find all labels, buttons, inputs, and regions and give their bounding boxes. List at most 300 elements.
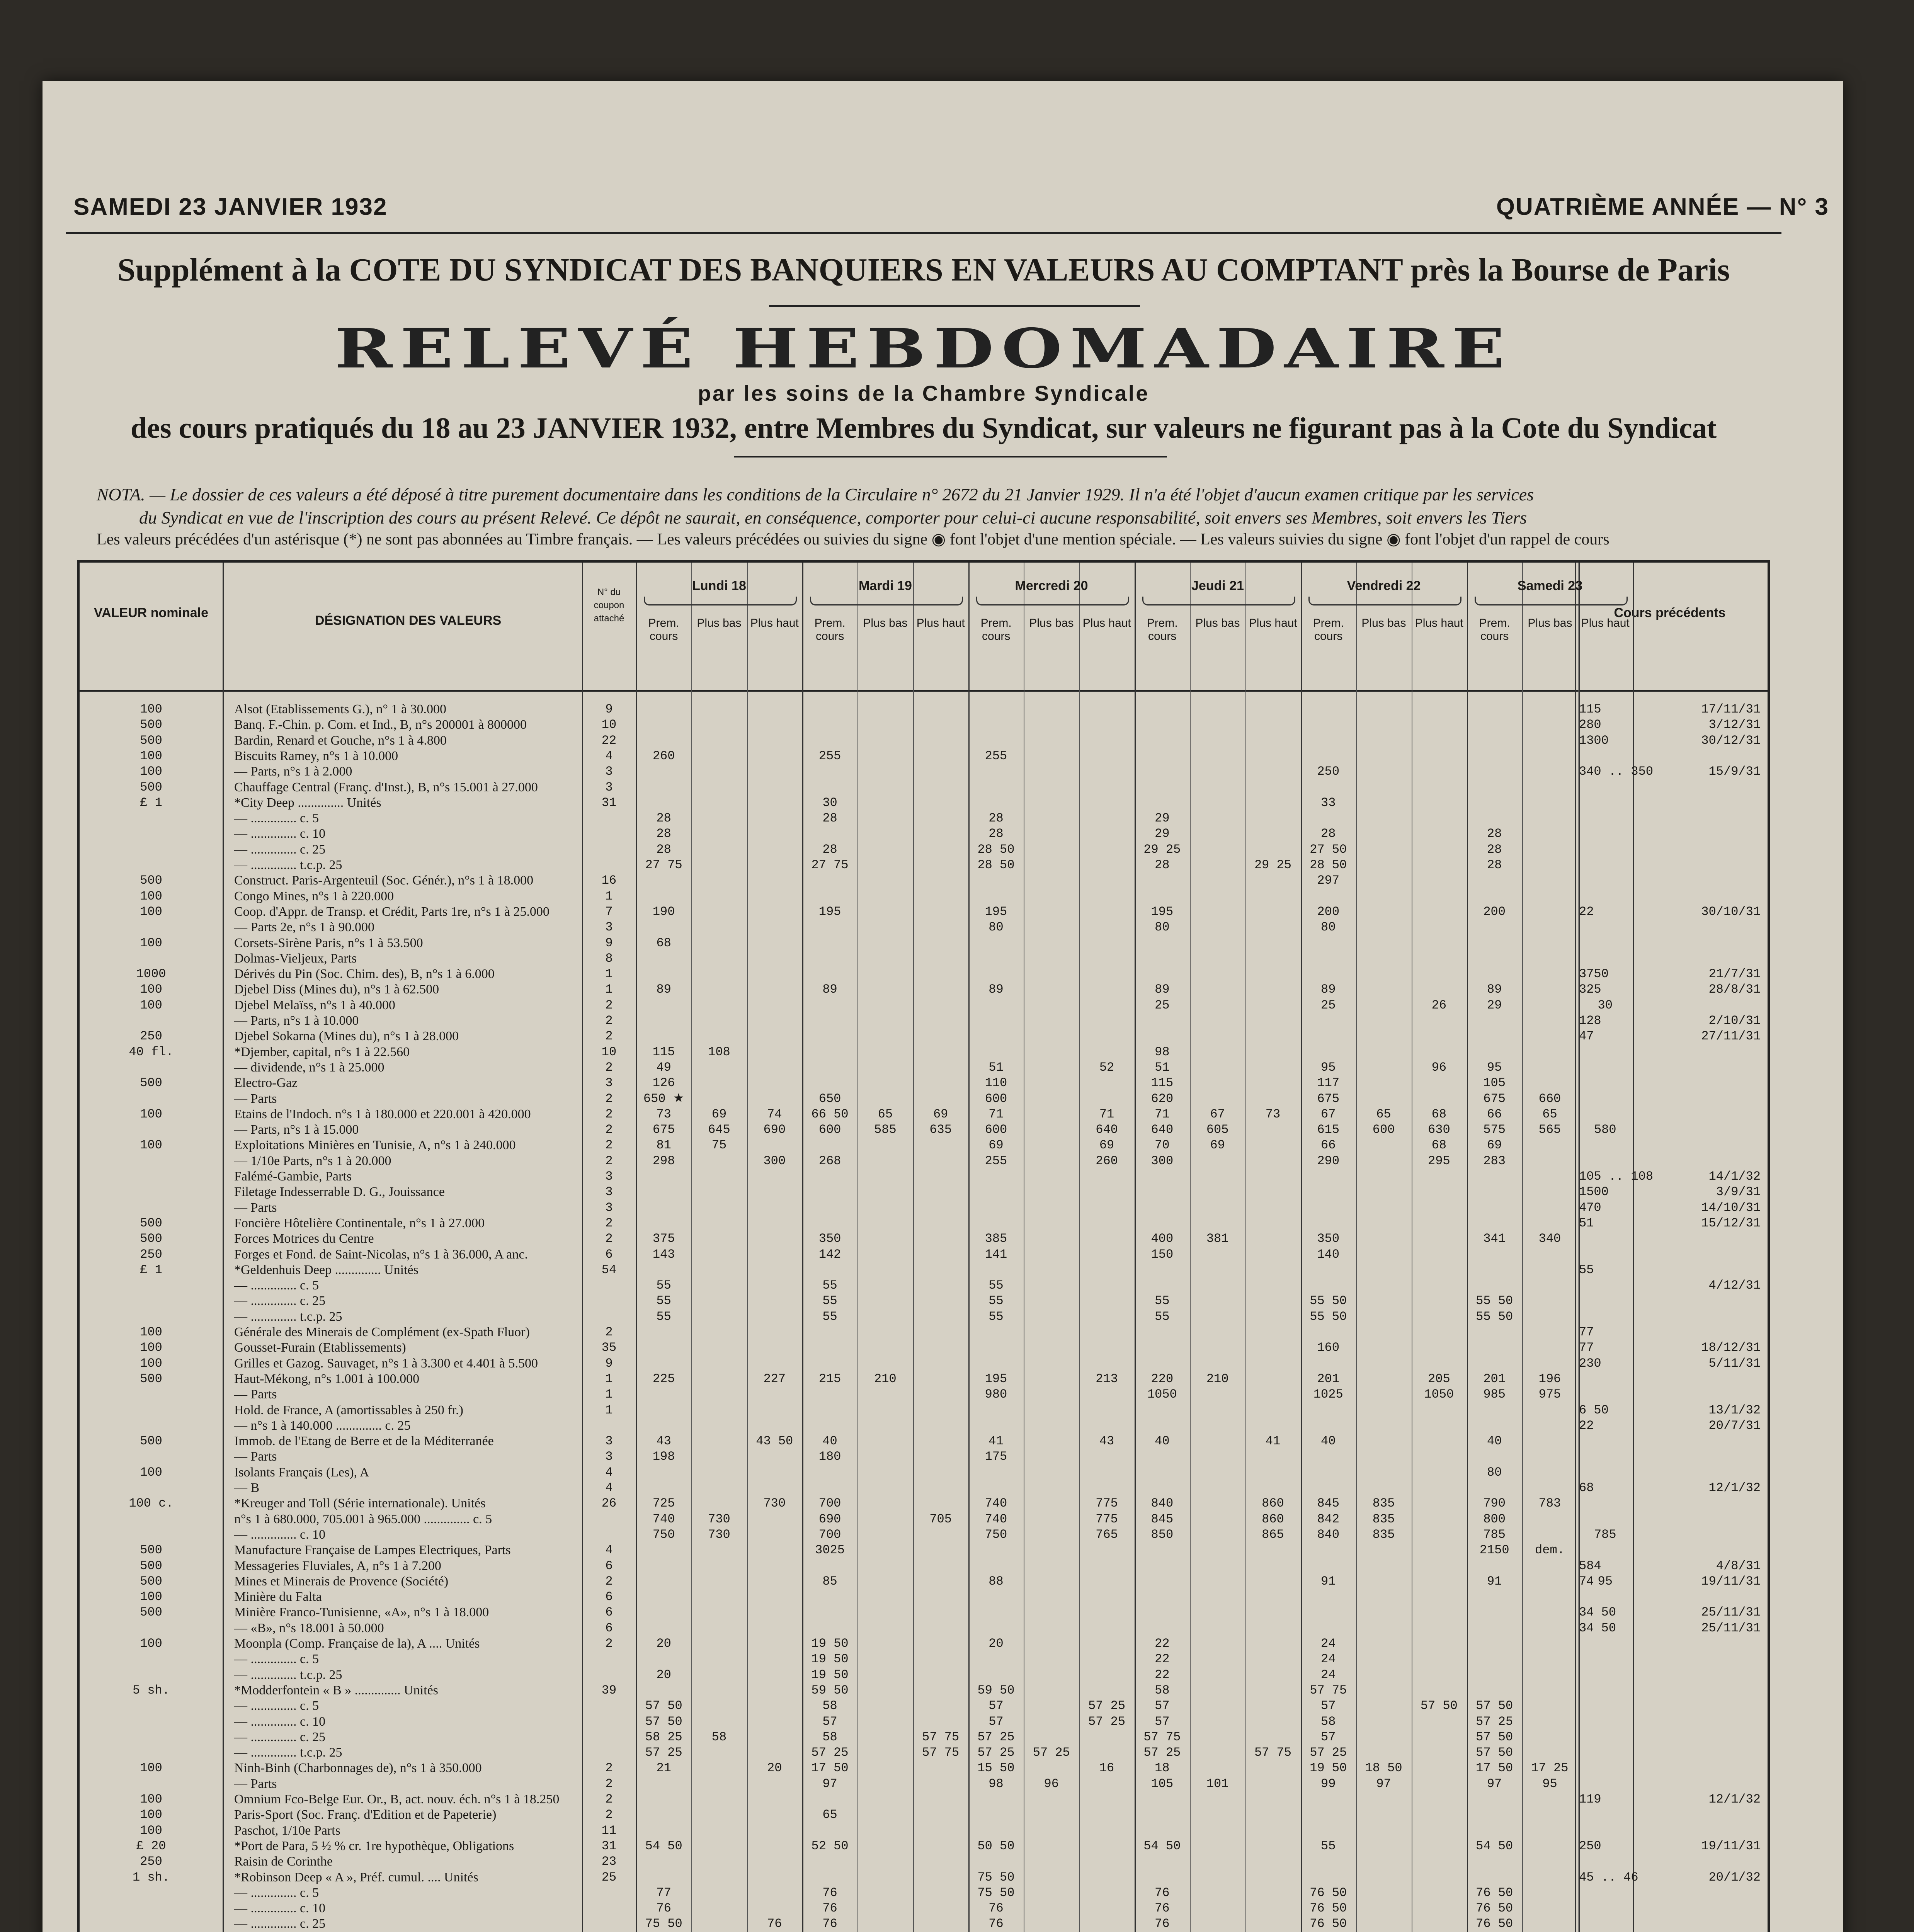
price-cell: 55 50: [1476, 1294, 1513, 1308]
price-cell: 141: [985, 1247, 1007, 1262]
table-row: [80, 764, 1768, 779]
price-cell: 195: [1151, 904, 1174, 919]
table-row: [80, 1262, 1768, 1278]
price-cell: 50 50: [977, 1838, 1015, 1853]
legend-text: Les valeurs précédées d'un astérisque (*) ne sont pas abonnées au Timbre français. — Les valeurs précédées ou suivies du signe ◉ font l'objet d'une mention spéciale. — Les valeurs suivies du signe ◉ font l'objet d'un rappel de cours: [97, 531, 1609, 548]
nominal-value: 5 sh.: [132, 1683, 170, 1697]
security-name: Omnium Fco-Belge Eur. Or., B, act. nouv. éch. n°s 1 à 18.250: [234, 1792, 560, 1806]
coupon-number: 2: [605, 1636, 613, 1651]
table-row: [80, 1558, 1768, 1574]
coupon-number: 2: [605, 1153, 613, 1168]
previous-price: 250: [1579, 1838, 1601, 1853]
coupon-number: 9: [605, 935, 613, 950]
nominal-value: 1 sh.: [132, 1870, 170, 1884]
table-row: [80, 998, 1768, 1013]
price-cell: 57: [988, 1714, 1004, 1729]
coupon-number: 2: [605, 1776, 613, 1791]
price-cell: 785: [1483, 1527, 1506, 1542]
subtitle-chamber: par les soins de la Chambre Syndicale: [698, 381, 1150, 405]
security-name: — .............. c. 5: [234, 1652, 319, 1667]
price-cell: 76: [1155, 1885, 1170, 1900]
day-brace: [1308, 597, 1461, 605]
table-row: [80, 1387, 1768, 1402]
price-cell: 77: [656, 1885, 671, 1900]
previous-date: 2/10/31: [1708, 1014, 1761, 1028]
price-cell: 605: [1206, 1122, 1229, 1137]
price-cell: 630: [1428, 1122, 1450, 1137]
price-cell: 57 25: [811, 1745, 849, 1760]
price-cell: 76 50: [1476, 1917, 1513, 1931]
price-cell: 1050: [1147, 1387, 1177, 1402]
price-cell: 57 50: [1476, 1730, 1513, 1744]
price-cell: 41: [988, 1434, 1004, 1449]
coupon-number: 1: [605, 967, 613, 981]
previous-date: 12/1/32: [1708, 1481, 1761, 1495]
table-row: [80, 1356, 1768, 1371]
price-cell: 22: [1155, 1667, 1170, 1682]
previous-date: 20/7/31: [1708, 1418, 1761, 1433]
table-row: [80, 1683, 1768, 1698]
price-cell: 340: [1538, 1231, 1561, 1246]
price-cell: 57 50: [645, 1699, 682, 1713]
price-cell: 580: [1594, 1122, 1616, 1137]
security-name: Djebel Sokarna (Mines du), n°s 1 à 28.000: [234, 1029, 459, 1044]
price-cell: 180: [818, 1449, 841, 1464]
price-cell: 49: [656, 1060, 671, 1075]
price-cell: 28 50: [977, 842, 1015, 857]
coupon-number: 6: [605, 1605, 613, 1620]
previous-date: 21/7/31: [1708, 967, 1761, 981]
security-name: Dolmas-Vieljeux, Parts: [234, 951, 357, 966]
price-cell: 75 50: [977, 1870, 1015, 1884]
price-cell: 775: [1096, 1496, 1118, 1511]
price-cell: 89: [1487, 982, 1502, 997]
price-cell: 98: [1155, 1044, 1170, 1059]
price-cell: 196: [1538, 1371, 1561, 1386]
price-cell: 28: [822, 811, 837, 826]
security-name: Minière du Falta: [234, 1590, 322, 1604]
price-cell: 88: [988, 1574, 1004, 1588]
price-cell: 28: [988, 811, 1004, 826]
price-cell: 101: [1206, 1776, 1229, 1791]
price-cell: 19 50: [1310, 1761, 1347, 1776]
nominal-value: 500: [140, 1543, 162, 1558]
price-cell: 69: [1099, 1138, 1114, 1153]
price-cell: 75 50: [977, 1885, 1015, 1900]
price-cell: 65: [1376, 1107, 1391, 1121]
previous-price: 22: [1579, 1418, 1594, 1433]
price-cell: 140: [1317, 1247, 1340, 1262]
security-name: Grilles et Gazog. Sauvaget, n°s 1 à 3.300 et 4.401 à 5.500: [234, 1356, 538, 1371]
price-cell: 54 50: [645, 1838, 682, 1853]
previous-price: 105 .. 108: [1579, 1169, 1654, 1184]
security-name: — .............. t.c.p. 25: [234, 1309, 342, 1324]
security-name: — .............. c. 5: [234, 1699, 319, 1713]
price-cell: 57 75: [1310, 1683, 1347, 1697]
previous-price: 68: [1579, 1481, 1594, 1495]
security-name: Immob. de l'Etang de Berre et de la Méditerranée: [234, 1434, 494, 1449]
table-row: [80, 1745, 1768, 1760]
security-name: Paschot, 1/10e Parts: [234, 1823, 340, 1838]
sub-header: Plus bas: [697, 617, 742, 629]
col-valeur-header: VALEUR nominale: [94, 605, 208, 620]
price-cell: 17 25: [1531, 1761, 1569, 1776]
price-cell: 57 25: [977, 1730, 1015, 1744]
table-row: [80, 1512, 1768, 1527]
coupon-number: 2: [605, 1029, 613, 1044]
price-cell: 200: [1317, 904, 1340, 919]
price-cell: 620: [1151, 1091, 1174, 1106]
price-cell: 97: [1376, 1776, 1391, 1791]
security-name: — Parts: [234, 1387, 277, 1402]
price-cell: 255: [985, 1153, 1007, 1168]
security-name: Haut-Mékong, n°s 1.001 à 100.000: [234, 1371, 420, 1386]
table-row: [80, 1325, 1768, 1340]
table-row: [80, 1574, 1768, 1589]
security-name: Falémé-Gambie, Parts: [234, 1169, 352, 1184]
price-cell: 89: [656, 982, 671, 997]
price-cell: 255: [985, 748, 1007, 763]
price-cell: 200: [1483, 904, 1506, 919]
price-cell: 80: [988, 920, 1004, 935]
price-cell: 600: [985, 1122, 1007, 1137]
coupon-number: 35: [601, 1340, 617, 1355]
col-coupon-header: N° du coupon attaché: [594, 587, 624, 624]
coupon-number: 25: [601, 1870, 617, 1884]
price-cell: 765: [1096, 1527, 1118, 1542]
price-cell: 27 50: [1310, 842, 1347, 857]
nominal-value: 250: [140, 1029, 162, 1044]
price-cell: 865: [1262, 1527, 1284, 1542]
price-cell: 40: [1321, 1434, 1336, 1449]
price-cell: 57 25: [1143, 1745, 1181, 1760]
coupon-number: 1: [605, 982, 613, 997]
table-row: [80, 1807, 1768, 1823]
price-cell: 28: [656, 842, 671, 857]
price-cell: 28: [1155, 858, 1170, 872]
previous-date: 19/11/31: [1701, 1574, 1761, 1588]
price-cell: 28 50: [1310, 858, 1347, 872]
price-cell: 201: [1317, 1371, 1340, 1386]
price-cell: 29: [1155, 811, 1170, 826]
day-brace: [976, 597, 1129, 605]
table-row: [80, 1621, 1768, 1636]
price-cell: 740: [985, 1496, 1007, 1511]
price-cell: 20: [767, 1761, 782, 1776]
sub-header: Plus haut: [1415, 617, 1463, 629]
security-name: Moonpla (Comp. Française de la), A .... Unités: [234, 1636, 480, 1651]
table-row: [80, 1013, 1768, 1029]
price-cell: 81: [656, 1138, 671, 1153]
price-cell: 15 50: [977, 1761, 1015, 1776]
previous-price: 6 50: [1579, 1403, 1609, 1417]
coupon-number: 10: [601, 718, 617, 732]
previous-date: 28/8/31: [1708, 982, 1761, 997]
nominal-value: 100: [140, 904, 162, 919]
price-cell: 40: [1155, 1434, 1170, 1449]
table-row: [80, 1029, 1768, 1044]
price-cell: 98: [988, 1776, 1004, 1791]
price-cell: 195: [985, 1371, 1007, 1386]
price-cell: 51: [988, 1060, 1004, 1075]
price-cell: 76: [656, 1901, 671, 1916]
price-cell: 400: [1151, 1231, 1174, 1246]
security-name: — .............. c. 25: [234, 1730, 326, 1744]
price-cell: 175: [985, 1449, 1007, 1464]
coupon-number: 26: [601, 1496, 617, 1511]
previous-date: 15/9/31: [1708, 764, 1761, 779]
price-cell: 190: [652, 904, 675, 919]
sub-header: Plus bas: [1361, 617, 1406, 629]
previous-price: 22: [1579, 904, 1594, 919]
coupon-number: 7: [605, 904, 613, 919]
price-cell: 25: [1155, 998, 1170, 1012]
price-cell: 195: [985, 904, 1007, 919]
price-cell: 800: [1483, 1512, 1506, 1526]
price-cell: 227: [763, 1371, 786, 1386]
price-cell: 69: [1210, 1138, 1225, 1153]
nominal-value: 500: [140, 1231, 162, 1246]
price-cell: 108: [708, 1044, 730, 1059]
price-cell: 730: [763, 1496, 786, 1511]
price-cell: 385: [985, 1231, 1007, 1246]
price-cell: 660: [1538, 1091, 1561, 1106]
price-cell: 110: [985, 1076, 1007, 1090]
price-cell: 65: [1542, 1107, 1557, 1121]
security-name: — .............. c. 10: [234, 827, 326, 841]
price-cell: 57 25: [1088, 1714, 1126, 1729]
table-row: [80, 1138, 1768, 1153]
previous-date: 15/12/31: [1701, 1216, 1761, 1230]
table-row: [80, 1885, 1768, 1901]
table-row: [80, 1838, 1768, 1854]
price-cell: 585: [874, 1122, 897, 1137]
security-name: — .............. t.c.p. 25: [234, 858, 342, 872]
previous-date: 14/10/31: [1701, 1200, 1761, 1215]
price-cell: 835: [1372, 1496, 1395, 1511]
security-name: Congo Mines, n°s 1 à 220.000: [234, 889, 394, 903]
nominal-value: 1000: [136, 967, 166, 981]
price-cell: 160: [1317, 1340, 1340, 1355]
coupon-number: 10: [601, 1044, 617, 1059]
table-row: [80, 1309, 1768, 1325]
table-row: [80, 1480, 1768, 1496]
nominal-value: 500: [140, 1574, 162, 1588]
price-cell: 73: [1265, 1107, 1281, 1121]
coupon-number: 2: [605, 1325, 613, 1339]
day-header: Lundi 18: [692, 578, 746, 593]
price-cell: 29 25: [1254, 858, 1291, 872]
price-cell: 89: [988, 982, 1004, 997]
price-cell: 835: [1372, 1512, 1395, 1526]
previous-date: 20/1/32: [1708, 1870, 1761, 1884]
price-cell: 201: [1483, 1371, 1506, 1386]
coupon-number: 3: [605, 1185, 613, 1199]
price-cell: 89: [822, 982, 837, 997]
previous-date: 14/1/32: [1708, 1169, 1761, 1184]
price-cell: 76: [988, 1917, 1004, 1931]
security-name: — Parts, n°s 1 à 15.000: [234, 1122, 359, 1137]
security-name: Biscuits Ramey, n°s 1 à 10.000: [234, 748, 398, 763]
price-cell: 66: [1321, 1138, 1336, 1153]
security-name: Mines et Minerais de Provence (Société): [234, 1574, 449, 1588]
price-cell: 76 50: [1476, 1885, 1513, 1900]
security-name: Forces Motrices du Centre: [234, 1231, 374, 1246]
price-cell: 75 50: [645, 1917, 682, 1931]
price-cell: 740: [652, 1512, 675, 1526]
price-cell: 600: [1372, 1122, 1395, 1137]
price-cell: 783: [1538, 1496, 1561, 1511]
table-row: [80, 1543, 1768, 1558]
price-cell: 213: [1096, 1371, 1118, 1386]
price-cell: 57: [1321, 1699, 1336, 1713]
day-brace: [1142, 597, 1295, 605]
price-cell: 28: [988, 827, 1004, 841]
table-row: [80, 1107, 1768, 1122]
table-row: [80, 702, 1768, 717]
sub-header: Prem. cours: [1479, 617, 1510, 643]
previous-date: 3/12/31: [1708, 718, 1761, 732]
security-name: Exploitations Minières en Tunisie, A, n°s 1 à 240.000: [234, 1138, 516, 1153]
price-cell: 57 75: [1254, 1745, 1291, 1760]
price-cell: 96: [1431, 1060, 1447, 1075]
previous-price: 115: [1579, 702, 1601, 716]
price-cell: 57 75: [922, 1745, 960, 1760]
price-cell: 300: [763, 1153, 786, 1168]
header-divider: [80, 690, 1768, 692]
price-cell: 775: [1096, 1512, 1118, 1526]
price-cell: 19 50: [811, 1636, 849, 1651]
previous-date: 13/1/32: [1708, 1403, 1761, 1417]
price-cell: 645: [708, 1122, 730, 1137]
previous-price: 45 .. 46: [1579, 1870, 1638, 1884]
price-cell: 17 50: [811, 1761, 849, 1776]
previous-date: 17/11/31: [1701, 702, 1761, 716]
price-cell: 705: [929, 1512, 952, 1526]
price-cell: 842: [1317, 1512, 1340, 1526]
day-header: Mardi 19: [859, 578, 912, 593]
price-cell: 76: [822, 1885, 837, 1900]
table-row: [80, 842, 1768, 857]
price-cell: 24: [1321, 1667, 1336, 1682]
price-cell: 126: [652, 1076, 675, 1090]
sub-header: Prem. cours: [648, 617, 679, 643]
nominal-value: 100: [140, 1138, 162, 1153]
previous-price: 119: [1579, 1792, 1601, 1806]
price-cell: 55: [1321, 1838, 1336, 1853]
table-row: [80, 889, 1768, 904]
previous-price: 47: [1579, 1029, 1594, 1044]
table-row: [80, 873, 1768, 888]
price-cell: 260: [652, 748, 675, 763]
security-name: — .............. t.c.p. 25: [234, 1667, 342, 1682]
previous-date: 4/8/31: [1716, 1558, 1761, 1573]
price-cell: 860: [1262, 1496, 1284, 1511]
previous-price: 340 .. 350: [1579, 764, 1654, 779]
price-cell: 57 50: [645, 1714, 682, 1729]
table-row: [80, 1496, 1768, 1511]
table-row: [80, 1060, 1768, 1075]
security-name: — Parts, n°s 1 à 10.000: [234, 1014, 359, 1028]
previous-price: 3750: [1579, 967, 1609, 981]
price-cell: 57: [1155, 1714, 1170, 1729]
coupon-number: 54: [601, 1262, 617, 1277]
price-cell: 17 50: [1476, 1761, 1513, 1776]
price-cell: 215: [818, 1371, 841, 1386]
price-cell: 65: [878, 1107, 893, 1121]
nominal-value: 100: [140, 1823, 162, 1838]
security-name: — Parts: [234, 1200, 277, 1215]
nota-line: NOTA. — Le dossier de ces valeurs a été déposé à titre purement documentaire dans les conditions de la Circulaire n° 2672 du 21 Janvier 1929. Il n'a été l'objet d'aucun examen critique par les services: [97, 485, 1534, 504]
price-cell: 43: [1099, 1434, 1114, 1449]
table-row: [80, 748, 1768, 764]
price-cell: 840: [1151, 1496, 1174, 1511]
table-row: [80, 1278, 1768, 1293]
price-cell: 55: [988, 1294, 1004, 1308]
price-cell: 80: [1487, 1465, 1502, 1480]
price-cell: 675: [1317, 1091, 1340, 1106]
coupon-number: 2: [605, 1216, 613, 1230]
price-cell: 71: [988, 1107, 1004, 1121]
security-name: Messageries Fluviales, A, n°s 1 à 7.200: [234, 1558, 441, 1573]
price-cell: 615: [1317, 1122, 1340, 1137]
price-cell: 66: [1487, 1107, 1502, 1121]
price-cell: 57 25: [1476, 1714, 1513, 1729]
nominal-value: 250: [140, 1247, 162, 1262]
price-cell: 260: [1096, 1153, 1118, 1168]
price-cell: 205: [1428, 1371, 1450, 1386]
table-row: [80, 1465, 1768, 1480]
price-cell: 68: [656, 935, 671, 950]
price-cell: 750: [652, 1527, 675, 1542]
price-cell: 68: [1431, 1138, 1447, 1153]
security-name: — .............. c. 25: [234, 1294, 326, 1308]
nominal-value: 100: [140, 1761, 162, 1776]
price-cell: 21: [656, 1761, 671, 1776]
price-cell: 55: [656, 1309, 671, 1324]
nominal-value: 100: [140, 1465, 162, 1480]
price-cell: 99: [1321, 1776, 1336, 1791]
table-row: [80, 904, 1768, 920]
coupon-number: 6: [605, 1621, 613, 1635]
day-header: Samedi 23: [1517, 578, 1583, 593]
table-row: [80, 826, 1768, 842]
coupon-number: 2: [605, 1014, 613, 1028]
security-name: *Modderfontein « B » .............. Unités: [234, 1683, 438, 1697]
price-cell: 55 50: [1476, 1309, 1513, 1324]
nominal-value: 100: [140, 1792, 162, 1806]
price-cell: 115: [652, 1044, 675, 1059]
price-cell: 69: [988, 1138, 1004, 1153]
price-cell: 55: [1155, 1309, 1170, 1324]
price-cell: 55 50: [1310, 1294, 1347, 1308]
security-name: — n°s 1 à 140.000 .............. c. 25: [234, 1418, 411, 1433]
coupon-number: 23: [601, 1854, 617, 1869]
price-cell: 690: [763, 1122, 786, 1137]
table-row: [80, 795, 1768, 811]
day-header: Jeudi 21: [1191, 578, 1244, 593]
table-row: [80, 1200, 1768, 1216]
price-cell: 80: [1155, 920, 1170, 935]
table-row: [80, 1169, 1768, 1184]
price-cell: 85: [822, 1574, 837, 1588]
previous-date: 12/1/32: [1708, 1792, 1761, 1806]
price-cell: 565: [1538, 1122, 1561, 1137]
table-row: [80, 717, 1768, 733]
price-cell: 350: [818, 1231, 841, 1246]
price-cell: 52 50: [811, 1838, 849, 1853]
previous-price: 1300: [1579, 733, 1609, 748]
